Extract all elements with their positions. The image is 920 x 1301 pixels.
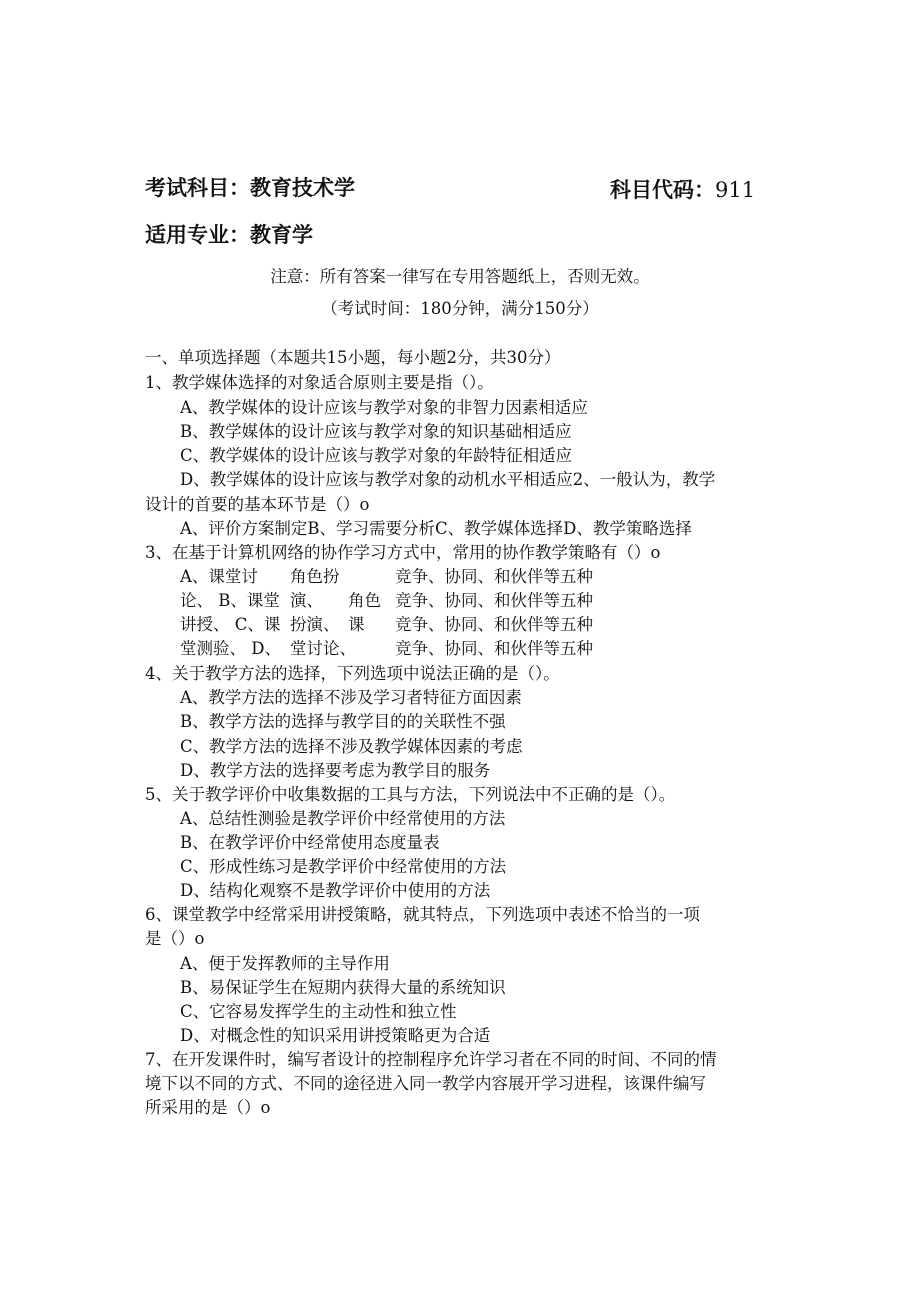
applicable-major: 适用专业：教育学: [145, 223, 313, 247]
question-stem: 5、关于教学评价中收集数据的工具与方法，下列说法中不正确的是（）。: [145, 785, 676, 804]
question-2-stem: 设计的首要的基本环节是（）o: [145, 495, 370, 514]
grid-cell: 演、: [290, 591, 323, 610]
option-d: D、教学方法的选择要考虑为教学目的服务: [180, 761, 491, 780]
option-c: C、它容易发挥学生的主动性和独立性: [180, 1002, 457, 1021]
option-b: B、易保证学生在短期内获得大量的系统知识: [180, 978, 506, 997]
option-b: B、在教学评价中经常使用态度量表: [180, 833, 440, 852]
option-d: D、教学媒体的设计应该与教学对象的动机水平相适应2、一般认为，教学: [180, 470, 716, 489]
subject-code-value: 911: [715, 178, 756, 202]
grid-cell: 竞争、协同、和伙伴等五种: [395, 591, 593, 610]
option-d: D、对概念性的知识采用讲授策略更为合适: [180, 1026, 491, 1045]
option-a: A、教学方法的选择不涉及学习者特征方面因素: [180, 688, 522, 707]
subject-code-label: 科目代码：: [610, 178, 715, 202]
grid-cell: 堂测验、 D、: [180, 639, 281, 658]
option-a: A、教学媒体的设计应该与教学对象的非智力因素相适应: [180, 398, 588, 417]
question-stem: 4、关于教学方法的选择，下列选项中说法正确的是（）。: [145, 664, 560, 683]
option-c: C、教学媒体的设计应该与教学对象的年龄特征相适应: [180, 446, 573, 465]
option-d: D、结构化观察不是教学评价中使用的方法: [180, 881, 491, 900]
grid-cell: 堂讨论、: [290, 639, 356, 658]
grid-cell: 课: [348, 615, 365, 634]
question-stem-cont: 境下以不同的方式、不同的途径进入同一教学内容展开学习进程，该课件编写: [145, 1074, 706, 1093]
grid-cell: 扮演、: [290, 615, 340, 634]
option-a: A、总结性测验是教学评价中经常使用的方法: [180, 809, 506, 828]
grid-cell: 竞争、协同、和伙伴等五种: [395, 567, 593, 586]
question-stem: 1、教学媒体选择的对象适合原则主要是指（）。: [145, 373, 494, 392]
subject-code: [610, 177, 755, 203]
question-stem: 3、在基于计算机网络的协作学习方式中，常用的协作教学策略有（）o: [145, 543, 661, 562]
grid-cell: 讲授、 C、课: [180, 615, 281, 634]
grid-cell: 竞争、协同、和伙伴等五种: [395, 639, 593, 658]
exam-subject: 考试科目：教育技术学: [145, 176, 355, 200]
option-c: C、形成性练习是教学评价中经常使用的方法: [180, 857, 507, 876]
notice: 注意：所有答案一律写在专用答题纸上，否则无效。: [270, 267, 650, 286]
option-b: B、教学媒体的设计应该与教学对象的知识基础相适应: [180, 422, 572, 441]
question-stem-cont: 是（）o: [145, 929, 205, 948]
option-b: B、教学方法的选择与教学目的的关联性不强: [180, 712, 506, 731]
grid-cell: 角色: [348, 591, 381, 610]
time-note: （考试时间：180分钟，满分150分）: [321, 299, 599, 318]
grid-cell: 竞争、协同、和伙伴等五种: [395, 615, 593, 634]
question-stem: 6、课堂教学中经常采用讲授策略，就其特点，下列选项中表述不恰当的一项: [145, 905, 700, 924]
option-a: A、便于发挥教师的主导作用: [180, 954, 390, 973]
grid-cell: 论、 B、课堂: [180, 591, 280, 610]
grid-cell: A、课堂讨: [180, 567, 258, 586]
grid-cell: 角色扮: [290, 567, 340, 586]
option-c: C、教学方法的选择不涉及教学媒体因素的考虑: [180, 737, 523, 756]
question-stem-cont: 所采用的是（）o: [145, 1098, 271, 1117]
section-title: 一、单项选择题（本题共15小题，每小题2分，共30分）: [145, 348, 561, 367]
question-2-options: A、评价方案制定B、学习需要分析C、教学媒体选择D、教学策略选择: [180, 519, 692, 538]
question-stem: 7、在开发课件时，编写者设计的控制程序允许学习者在不同的时间、不同的情: [145, 1050, 717, 1069]
